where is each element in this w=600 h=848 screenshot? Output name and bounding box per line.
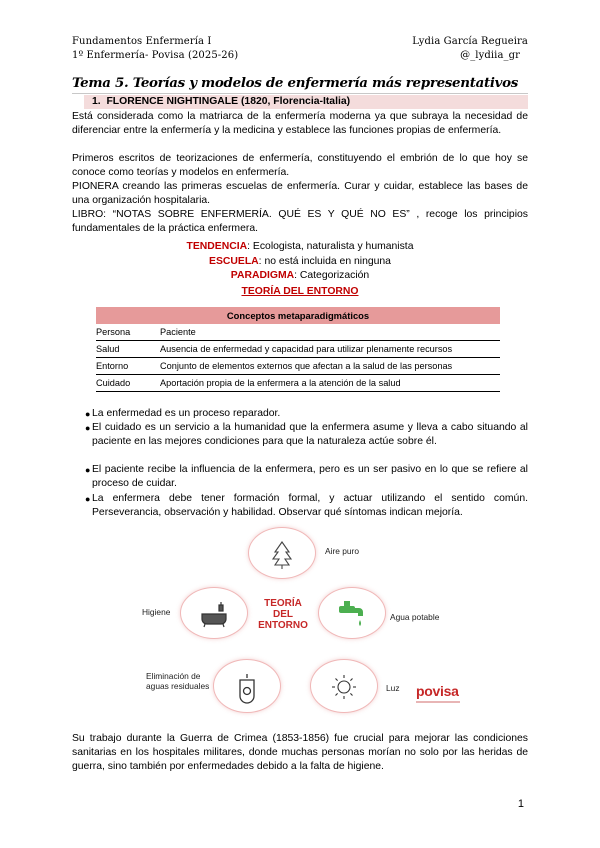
table-header: Conceptos metaparadigmáticos: [96, 307, 500, 324]
higiene-circle: [180, 587, 248, 639]
title-divider: [72, 93, 528, 94]
paradigma-value: : Categorización: [294, 270, 370, 281]
escuela-line: [72, 255, 528, 269]
table-key: Entorno: [96, 358, 160, 375]
table-row: [96, 341, 500, 358]
table-header-row: [96, 307, 500, 324]
paragraph-4: LIBRO: “NOTAS SOBRE ENFERMERÍA. QUÉ ES Y QUÉ NO ES” , recoge los principios fundamentales de la práctica enfermera.: [72, 209, 528, 234]
list-item: ● El cuidado es un servicio a la humanidad que la enfermera asume y lleva a cabo situando al paciente en las mejores condiciones para que la naturaleza actúe sobre él.: [85, 422, 528, 447]
section-heading: [92, 96, 350, 107]
water-tap-icon: [319, 588, 385, 638]
agua-circle: [318, 587, 386, 639]
paragraph-1: Está considerada como la matriarca de la enfermería moderna ya que subraya la necesidad de diferenciar entre la enfermería y la medicina y establece las funciones propias de enfermería.: [72, 111, 528, 136]
list-item: ● La enfermera debe tener formación formal, y actuar utilizando el sentido común. Perseverancia, observación y habilidad. Observar qué síntomas indican mejoría.: [85, 493, 528, 518]
diagram-center: TEORÍA DEL ENTORNO: [258, 598, 308, 631]
bathtub-icon: [181, 588, 247, 638]
paradigma-label: PARADIGMA: [230, 270, 295, 281]
closing-paragraph: Su trabajo durante la Guerra de Crimea (1853-1856) fue crucial para mejorar las condiciones sanitarias en los hospitales militares, donde muchas personas morían no solo por las heridas de guerra, sino también por enfermedades debido a la falta de higiene.: [72, 733, 528, 772]
author-name: Lydia García Regueira: [412, 36, 528, 47]
table-key: Salud: [96, 341, 160, 358]
page-number: 1: [517, 798, 524, 810]
bullet-icon: ●: [85, 465, 91, 475]
table-row: [96, 324, 500, 341]
bullet-icon: ●: [85, 494, 91, 504]
luz-label: Luz: [386, 683, 400, 693]
povisa-logo-underline: [416, 701, 460, 703]
section-title: FLORENCE NIGHTINGALE (1820, Florencia-Italia): [106, 96, 351, 107]
list-item: ● La enfermedad es un proceso reparador.: [85, 408, 281, 419]
agua-label: Agua potable: [390, 612, 440, 622]
eliminacion-circle: [213, 659, 281, 713]
paragraph-3: PIONERA creando las primeras escuelas de enfermería. Curar y cuidar, establece las bases de una organización hospitalaria.: [72, 181, 528, 206]
aire-circle: [248, 527, 316, 579]
theory-link: TEORÍA DEL ENTORNO: [241, 286, 359, 297]
page-title: Tema 5. Teorías y modelos de enfermería más representativos: [72, 75, 518, 91]
table-key: Persona: [96, 324, 160, 341]
paragraph-2: Primeros escritos de teorizaciones de enfermería, constituyendo el embrión de lo que hoy se conoce como teorías y modelos en enfermería.: [72, 153, 528, 178]
sun-icon: [311, 660, 377, 712]
luz-circle: [310, 659, 378, 713]
section-number: 1.: [92, 96, 101, 107]
povisa-logo: povisa: [416, 683, 459, 699]
table-row: [96, 358, 500, 375]
course-name: Fundamentos Enfermería I: [72, 36, 212, 47]
escuela-label: ESCUELA: [209, 256, 259, 267]
flush-icon: [214, 660, 280, 712]
bullet-icon: ●: [85, 423, 91, 433]
author-handle: @_lydiia_gr: [460, 50, 520, 61]
tendencia-line: [72, 240, 528, 254]
tendencia-label: TENDENCIA: [186, 241, 248, 252]
table-value: Ausencia de enfermedad y capacidad para utilizar plenamente recursos: [160, 341, 500, 358]
table-value: Aportación propia de la enfermera a la atención de la salud: [160, 375, 500, 392]
table-value: Conjunto de elementos externos que afectan a la salud de las personas: [160, 358, 500, 375]
tendencia-value: : Ecologista, naturalista y humanista: [247, 241, 414, 252]
list-item: ● El paciente recibe la influencia de la enfermera, pero es un ser pasivo en lo que se refiere al proceso de cuidar.: [85, 464, 528, 489]
higiene-label: Higiene: [142, 607, 171, 617]
table-value: Paciente: [160, 324, 500, 341]
program-name: 1º Enfermería- Povisa (2025-26): [72, 50, 239, 61]
escuela-value: : no está incluida en ninguna: [258, 256, 391, 267]
eliminacion-label: Eliminación de aguas residuales: [146, 671, 210, 691]
theory-title: [72, 285, 528, 299]
table-key: Cuidado: [96, 375, 160, 392]
aire-label: Aire puro: [325, 546, 359, 556]
environment-diagram: [120, 527, 480, 722]
concepts-table: [96, 307, 500, 392]
table-row: [96, 375, 500, 392]
bullet-icon: ●: [85, 409, 91, 419]
paradigma-line: [72, 269, 528, 283]
tree-icon: [249, 528, 315, 578]
